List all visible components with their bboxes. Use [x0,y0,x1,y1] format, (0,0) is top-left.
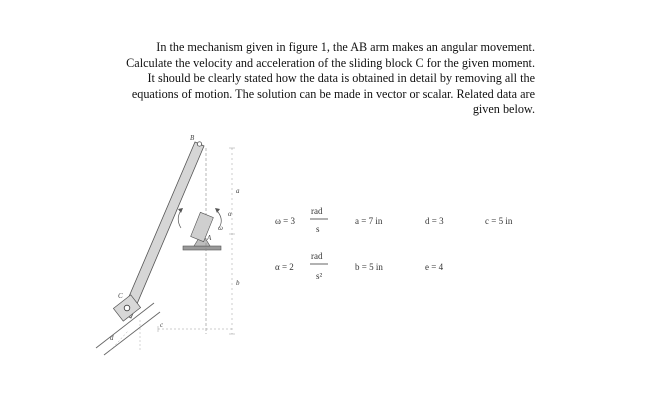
label-dim-b: b [236,279,240,287]
problem-line-1: In the mechanism given in figure 1, the AB arm makes an angular movement. [156,40,535,54]
dimension-c [158,326,232,332]
omega-value: ω = 3 [275,216,295,226]
omega-unit-num: rad [311,206,323,216]
alpha-unit-num: rad [311,251,323,261]
label-alpha-fig: α [228,210,232,218]
problem-line-5: given below. [472,102,535,116]
label-c: C [118,292,123,300]
e-value: e = 4 [425,262,444,272]
b-value: b = 5 in [355,262,383,272]
d-value: d = 3 [425,216,444,226]
a-value: a = 7 in [355,216,383,226]
arm-ab [122,142,204,318]
given-data [275,206,513,281]
dimension-ticks [229,148,235,334]
label-dim-c: c [160,321,164,329]
problem-line-2: Calculate the velocity and acceleration of the sliding block C for the given moment. [126,55,535,70]
alpha-unit-den: s² [316,271,323,281]
alpha-value: α = 2 [275,262,294,272]
problem-line-3: It should be clearly stated how the data is obtained in detail by removing all the [147,71,535,85]
omega-unit-den: s [316,224,320,234]
label-b: B [190,134,195,142]
label-dim-d: d [110,334,114,342]
label-omega-fig: ω [218,224,223,232]
problem-line-4: equations of motion. The solution can be made in vector or scalar. Related data are [131,86,535,101]
c-value: c = 5 in [485,216,513,226]
label-a: A [207,234,212,242]
label-dim-a: a [236,187,240,195]
